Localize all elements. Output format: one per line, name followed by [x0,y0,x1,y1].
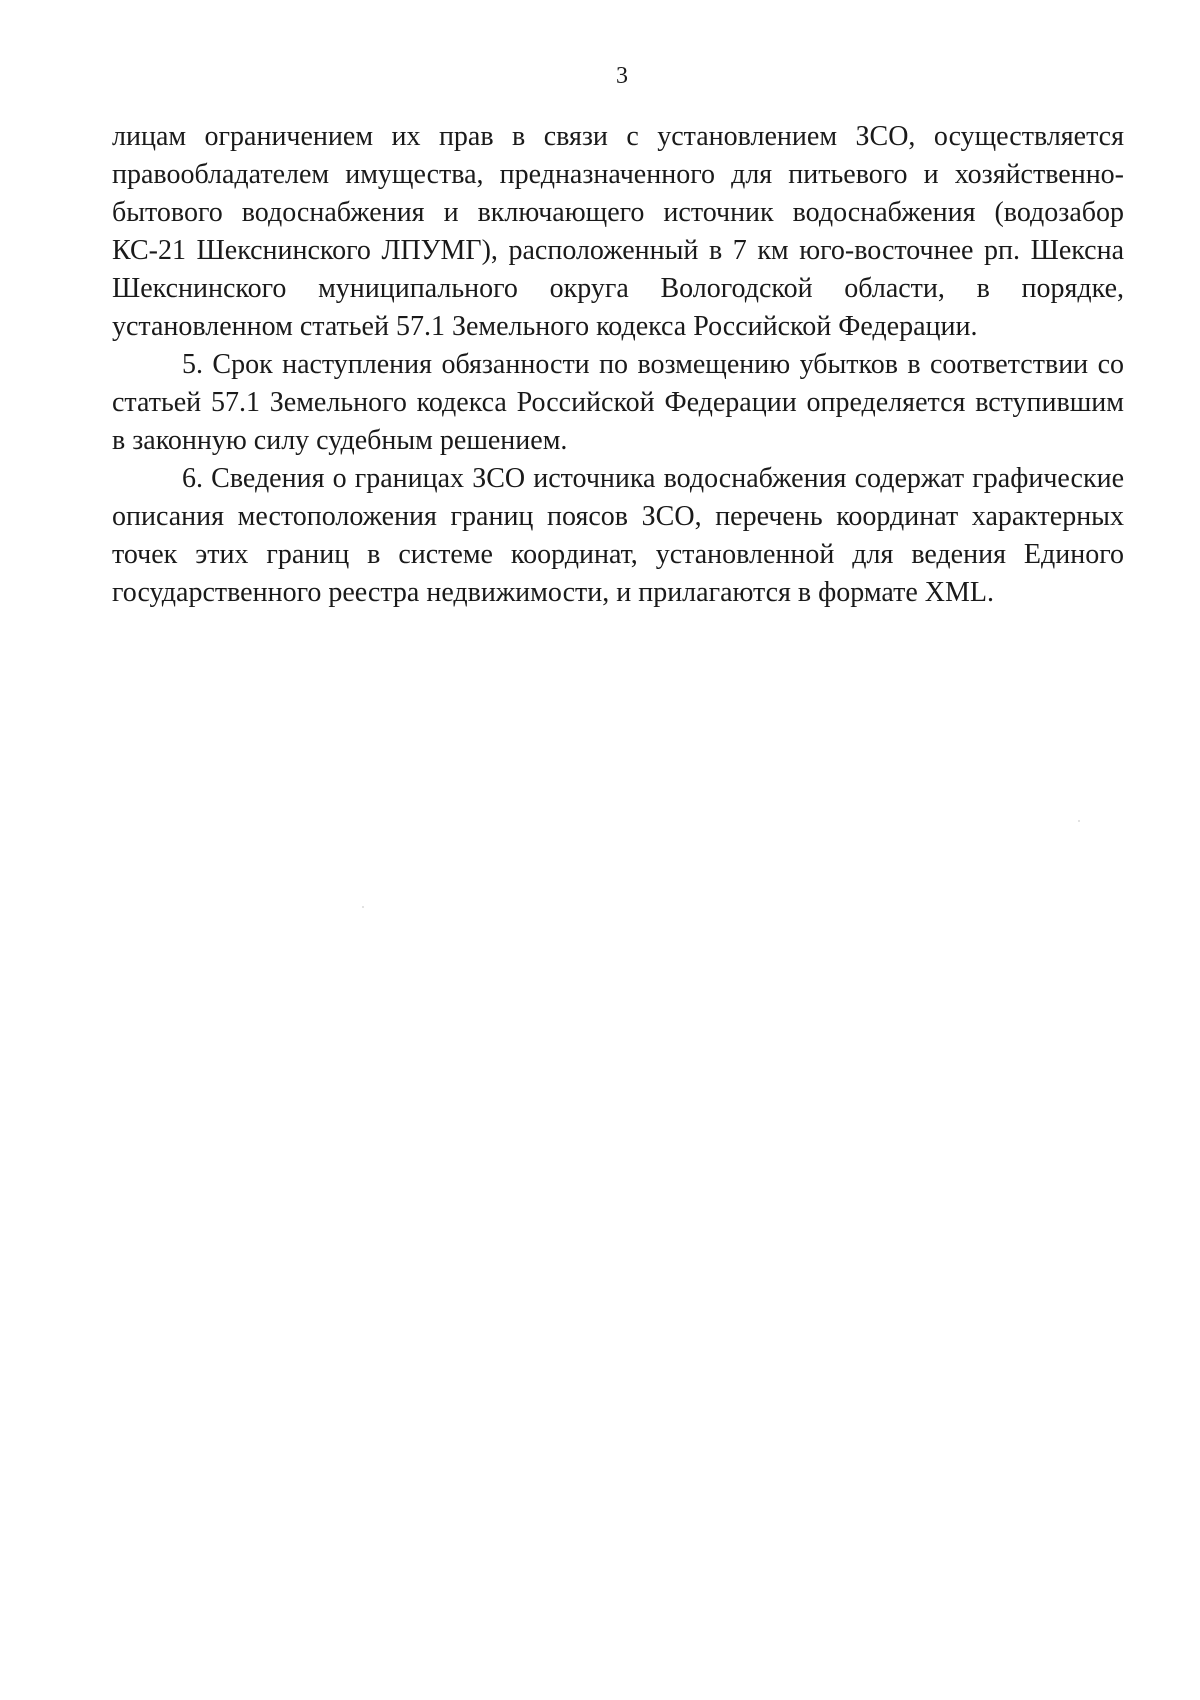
page-number: 3 [616,63,628,89]
paragraph-item-6: 6. Сведения о границах ЗСО источника водоснабжения содержат графические описания местоположения границ поясов ЗСО, перечень координат характерных точек этих границ в системе координат, установленной для ведения Единого государственного реестра недвижимости, и прилагаются в формате XML. [112,463,1124,608]
scan-speck [362,906,364,908]
document-body [112,118,1124,612]
paragraph-continuation: лицам ограничением их прав в связи с установлением ЗСО, осуществляется правообладателем имущества, предназначенного для питьевого и хозяйственно-бытового водоснабжения и включающего источник водоснабжения (водозабор КС-21 Шекснинского ЛПУМГ), расположенный в 7 км юго-восточнее рп. Шексна Шекснинского муниципального округа Вологодской области, в порядке, установленном статьей 57.1 Земельного кодекса Российской Федерации. [112,121,1124,342]
paragraph-item-5: 5. Срок наступления обязанности по возмещению убытков в соответствии со статьей 57.1 Земельного кодекса Российской Федерации определяется вступившим в законную силу судебным решением. [112,349,1124,456]
scan-speck [1078,820,1080,822]
